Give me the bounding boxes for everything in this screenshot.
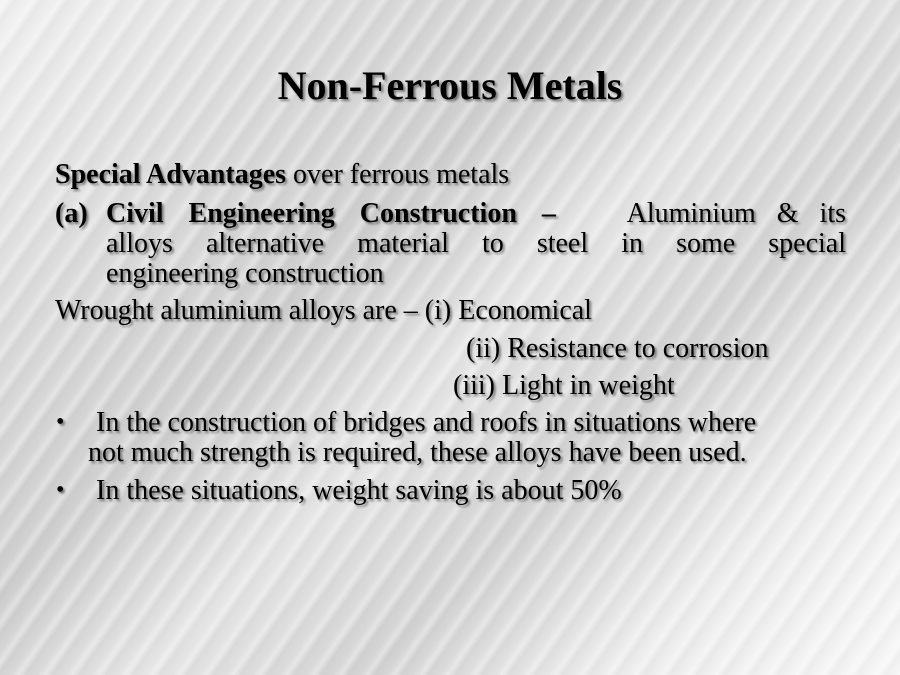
item-a-bold: Civil Engineering Construction – — [106, 198, 556, 229]
slide-title: Non-Ferrous Metals — [277, 63, 623, 108]
intro-line — [55, 160, 509, 190]
bullet-1-line2: not much strength is required, these alloys have been used. — [88, 437, 747, 468]
bullet-1-marker: • — [56, 409, 65, 435]
wrought-iii: (iii) Light in weight — [453, 370, 675, 401]
item-a-marker — [55, 199, 88, 229]
bullet-1-line1: In the construction of bridges and roofs in situations where — [96, 407, 757, 438]
item-a-line2: alloys alternative material to steel in some special — [106, 228, 846, 259]
wrought-ii: (ii) Resistance to corrosion — [466, 333, 769, 364]
bullet-2-line1: In these situations, weight saving is about 50% — [96, 475, 622, 506]
wrought-lead: Wrought aluminium alloys are – (i) Economical — [55, 295, 592, 326]
item-a-line1 — [106, 199, 846, 229]
bullet-2-marker: • — [56, 477, 65, 503]
item-a-marker-text: (a) — [55, 198, 88, 229]
intro-rest: over ferrous metals — [286, 159, 510, 190]
item-a-line3: engineering construction — [106, 258, 384, 289]
intro-bold: Special Advantages — [55, 159, 287, 190]
item-a-line1-rest: Aluminium & its — [626, 198, 846, 229]
